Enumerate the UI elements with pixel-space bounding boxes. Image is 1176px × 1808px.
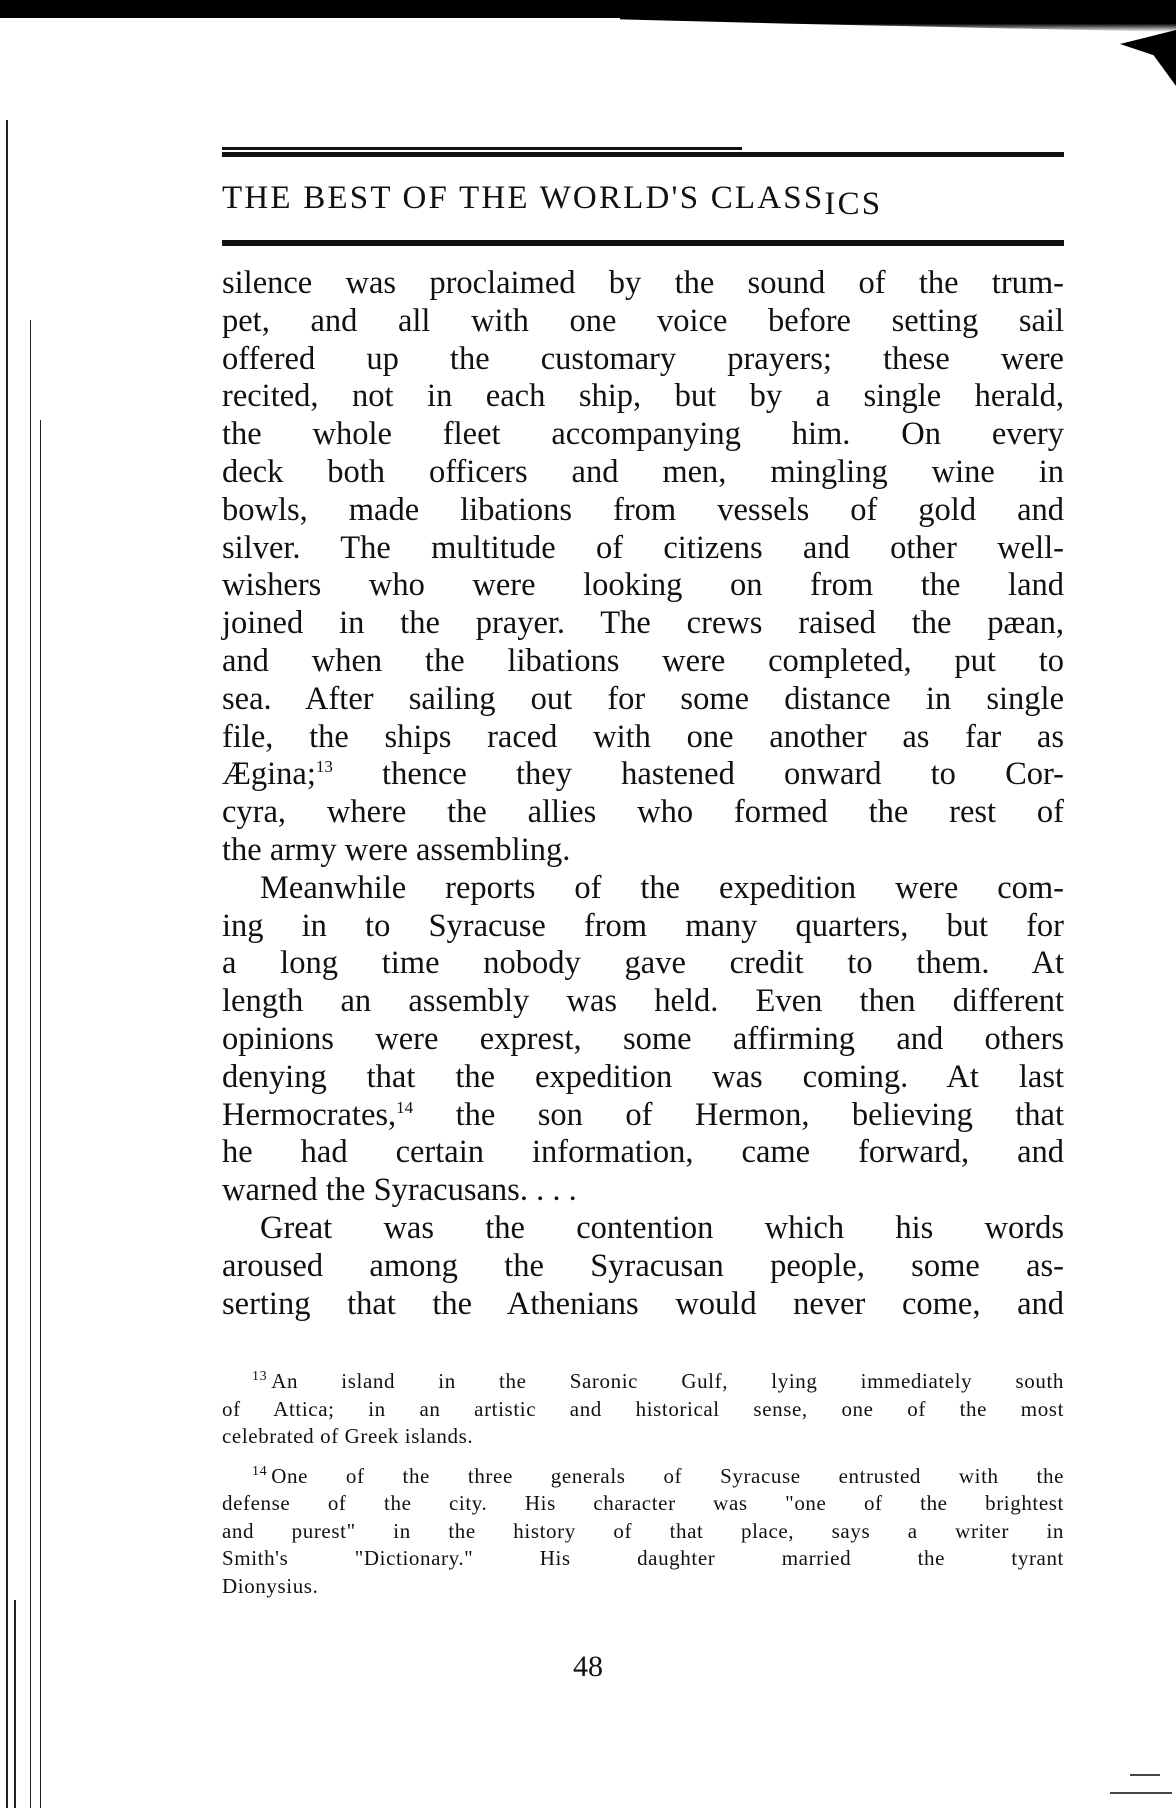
scan-bottom-mark xyxy=(1090,1760,1176,1808)
footnote-line: Dionysius. xyxy=(222,1573,319,1598)
running-head-main: THE BEST OF THE WORLD'S CLASS xyxy=(222,180,825,216)
footnote-number: 13 xyxy=(252,1369,268,1384)
body-line: aroused among the Syracusan people, some as- xyxy=(222,1247,1064,1284)
body-line: offered up the customary prayers; these were xyxy=(222,340,1064,377)
body-line: the whole fleet accompanying him. On every xyxy=(222,416,1064,453)
header-rule-bottom xyxy=(222,240,1064,246)
body-line-with-ref xyxy=(222,1097,1064,1135)
header-rule-top xyxy=(222,152,1064,157)
scan-top-edge xyxy=(0,0,1176,18)
footnote-number: 14 xyxy=(252,1463,268,1479)
body-line: wishers who were looking on from the land xyxy=(222,567,1064,604)
body-line: silver. The multitude of citizens and other well- xyxy=(222,529,1064,566)
body-line: joined in the prayer. The crews raised the pæan, xyxy=(222,605,1064,642)
body-line: warned the Syracusans. . . . xyxy=(222,1172,577,1209)
footnote-text: One of the three generals of Syracuse entrusted with the xyxy=(271,1463,1064,1488)
footnote-line: and purest" in the history of that place, says a writer in xyxy=(222,1518,1064,1543)
body-line: serting that the Athenians would never come, and xyxy=(222,1285,1064,1322)
page-number: 48 xyxy=(573,1650,603,1683)
footnote-line xyxy=(222,1368,1064,1396)
footnotes xyxy=(222,1368,1064,1612)
body-line: recited, not in each ship, but by a single herald, xyxy=(222,378,1064,415)
footnote-line: celebrated of Greek islands. xyxy=(222,1424,474,1448)
body-line-part: Ægina; xyxy=(222,756,316,793)
footnote-14 xyxy=(222,1463,1064,1601)
body-line: opinions were exprest, some affirming and others xyxy=(222,1020,1064,1057)
body-line: denying that the expedition was coming. At last xyxy=(222,1058,1064,1095)
running-head xyxy=(222,178,1064,222)
body-line: length an assembly was held. Even then different xyxy=(222,983,1064,1020)
footnote-ref-13: 13 xyxy=(315,757,333,777)
body-line: the army were assembling. xyxy=(222,831,571,868)
footnote-13 xyxy=(222,1368,1064,1451)
body-line: pet, and all with one voice before setting sail xyxy=(222,302,1064,339)
footnote-ref-14: 14 xyxy=(396,1097,414,1117)
body-line: he had certain information, came forward, and xyxy=(222,1134,1064,1171)
body-line: deck both officers and men, mingling wine in xyxy=(222,453,1064,490)
body-line: a long time nobody gave credit to them. At xyxy=(222,945,1064,982)
body-line: ing in to Syracuse from many quarters, but for xyxy=(222,907,1064,944)
body-line: cyra, where the allies who formed the rest of xyxy=(222,794,1064,831)
footnote-line: of Attica; in an artistic and historical sense, one of the most xyxy=(222,1396,1064,1421)
body-line-part: the son of Hermon, believing that xyxy=(413,1096,1064,1133)
body-line-part: Hermocrates, xyxy=(222,1096,397,1133)
scan-gutter-lines xyxy=(0,120,48,1808)
header-rule-top-light xyxy=(222,147,742,150)
footnote-line: defense of the city. His character was "one of the brightest xyxy=(222,1491,1064,1515)
scan-top-edge-taper xyxy=(620,18,1176,32)
body-line: file, the ships raced with one another as far as xyxy=(222,718,1064,755)
footnote-line xyxy=(222,1463,1064,1491)
body-line: Great was the contention which his words xyxy=(260,1209,1064,1246)
body-line: bowls, made libations from vessels of gold and xyxy=(222,491,1064,528)
footnote-line: Smith's "Dictionary." His daughter married the tyrant xyxy=(222,1546,1064,1570)
body-line: silence was proclaimed by the sound of the trum- xyxy=(222,265,1064,301)
body-line: sea. After sailing out for some distance in single xyxy=(222,680,1064,717)
body-line: and when the libations were completed, put to xyxy=(222,642,1064,679)
running-head-tail: ICS xyxy=(824,186,883,222)
body-line: Meanwhile reports of the expedition were com- xyxy=(260,869,1064,906)
body-line-with-ref xyxy=(222,756,1064,794)
footnote-text: An island in the Saronic Gulf, lying immediately south xyxy=(271,1369,1064,1393)
body-line-part: thence they hastened onward to Cor- xyxy=(332,756,1064,793)
body-text xyxy=(222,265,1064,1323)
scan-corner-mark xyxy=(1120,30,1176,86)
